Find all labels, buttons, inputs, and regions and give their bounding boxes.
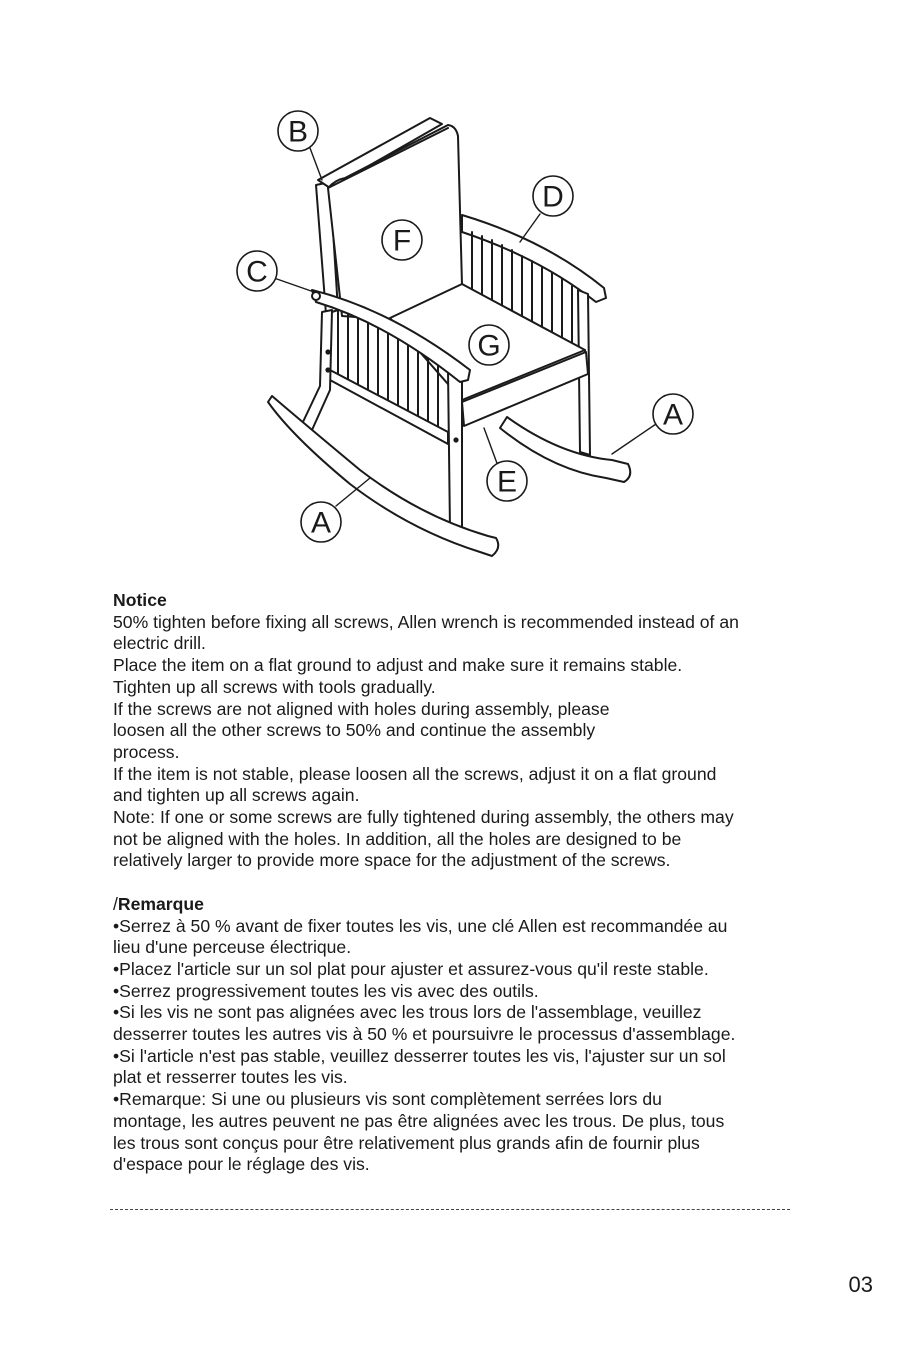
notice-line: not be aligned with the holes. In addition, all the holes are designed to be — [113, 828, 682, 849]
callout-d-label: D — [542, 180, 564, 214]
remarque-line: •Remarque: Si une ou plusieurs vis sont complètement serrées lors du — [113, 1089, 662, 1110]
section-spacer — [113, 872, 793, 894]
remarque-line: •Serrez à 50 % avant de fixer toutes les vis, une clé Allen est recommandée au — [113, 915, 728, 936]
callout-e-label: E — [496, 465, 518, 499]
remarque-line: desserrer toutes les autres vis à 50 % et poursuivre le processus d'assemblage. — [113, 1024, 736, 1045]
notice-line: relatively larger to provide more space for the adjustment of the screws. — [113, 850, 671, 871]
left-front-leg — [448, 368, 462, 530]
notice-line: and tighten up all screws again. — [113, 785, 360, 806]
notice-line: 50% tighten before fixing all screws, Allen wrench is recommended instead of an — [113, 611, 739, 632]
callout-a-left-label: A — [310, 506, 332, 540]
remarque-line: lieu d'une perceuse électrique. — [113, 937, 352, 958]
notice-line: Tighten up all screws with tools gradually. — [113, 676, 436, 697]
notice-line: Note: If one or some screws are fully tightened during assembly, the others may — [113, 807, 734, 828]
callout-b-label: B — [287, 115, 309, 149]
dashed-divider — [110, 1209, 790, 1210]
remarque-line: montage, les autres peuvent ne pas être alignées avec les trous. De plus, tous — [113, 1110, 725, 1131]
instructions-text — [113, 590, 793, 1176]
notice-heading: Notice — [113, 590, 167, 610]
remarque-line: les trous sont conçus pour être relativement plus grands afin de fournir plus — [113, 1132, 700, 1153]
notice-line: loosen all the other screws to 50% and continue the assembly — [113, 720, 596, 741]
notice-line: process. — [113, 741, 180, 762]
remarque-heading: Remarque — [117, 893, 204, 914]
remarque-line: •Serrez progressivement toutes les vis avec des outils. — [113, 980, 539, 1001]
callout-c-label: C — [246, 255, 268, 289]
callout-f-label: F — [392, 224, 412, 258]
remarque-line: •Si l'article n'est pas stable, veuillez desserrer toutes les vis, l'ajuster sur un sol — [113, 1045, 726, 1066]
notice-line: Place the item on a flat ground to adjust and make sure it remains stable. — [113, 655, 683, 676]
remarque-line: •Si les vis ne sont pas alignées avec les trous lors de l'assemblage, veuillez — [113, 1002, 702, 1023]
right-arm-rail — [462, 215, 606, 302]
callout-g-label: G — [477, 329, 501, 363]
notice-line: If the item is not stable, please loosen all the screws, adjust it on a flat ground — [113, 763, 717, 784]
callout-a-right-label: A — [662, 398, 684, 432]
page-number: 03 — [848, 1272, 873, 1297]
remarque-line: d'espace pour le réglage des vis. — [113, 1154, 370, 1175]
remarque-prefix: / — [113, 893, 118, 914]
remarque-line: •Placez l'article sur un sol plat pour ajuster et assurez-vous qu'il reste stable. — [113, 958, 709, 979]
rocking-chair-diagram — [0, 0, 914, 580]
remarque-line: plat et resserrer toutes les vis. — [113, 1067, 348, 1088]
notice-line: If the screws are not aligned with holes during assembly, please — [113, 698, 610, 719]
notice-line: electric drill. — [113, 633, 206, 654]
remarque-heading-row — [113, 894, 793, 916]
